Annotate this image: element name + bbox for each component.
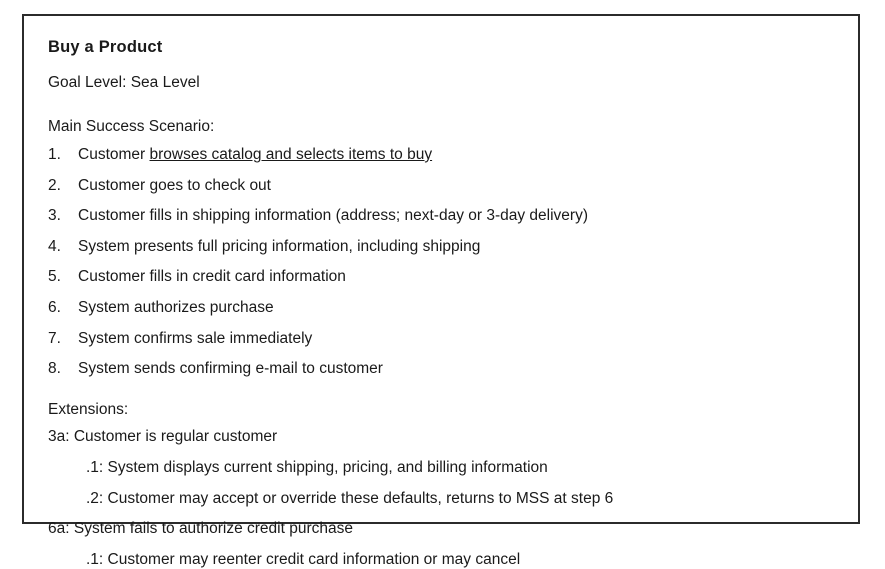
step-text: System sends confirming e-mail to customer (78, 360, 383, 378)
goal-level-text: Goal Level: Sea Level (48, 73, 200, 91)
main-success-scenario-heading: Main Success Scenario: (48, 118, 215, 136)
extension-sub-item: .1: System displays current shipping, pricing, and billing information (86, 458, 548, 476)
list-item (48, 330, 832, 349)
step-text: Customer fills in shipping information (address; next-day or 3-day delivery) (78, 207, 588, 225)
list-item (48, 268, 832, 287)
step-text: System presents full pricing information, including shipping (78, 237, 481, 255)
extensions-heading: Extensions: (48, 400, 129, 418)
list-item (48, 238, 832, 257)
use-case-box (22, 14, 860, 568)
step-number: 1. (48, 145, 61, 163)
step-number: 3. (48, 207, 61, 225)
step-text-underlined: browses catalog and selects items to buy (149, 145, 433, 163)
list-item (48, 299, 832, 318)
page-title: Buy a Product (48, 38, 163, 56)
main-success-scenario-list (48, 146, 832, 379)
step-number: 5. (48, 268, 61, 286)
step-number: 4. (48, 237, 61, 255)
step-text: Customer fills in credit card information (78, 268, 346, 286)
list-item (48, 360, 832, 379)
step-number: 8. (48, 360, 61, 378)
step-number: 7. (48, 329, 61, 347)
step-text (78, 146, 832, 165)
extension-sub-item: .2: Customer may accept or override these defaults, returns to MSS at step 6 (86, 489, 614, 507)
extension-sub-item: .1: Customer may reenter credit card information or may cancel (86, 550, 521, 568)
extensions-block (48, 401, 832, 569)
step-text: System confirms sale immediately (78, 329, 313, 347)
step-text: System authorizes purchase (78, 298, 274, 316)
extension-item: 6a: System fails to authorize credit purchase (48, 520, 353, 538)
step-number: 2. (48, 176, 61, 194)
list-item (48, 177, 832, 196)
step-text: Customer goes to check out (78, 176, 271, 194)
extension-item: 3a: Customer is regular customer (48, 428, 278, 446)
step-text-plain: Customer (78, 145, 150, 163)
step-number: 6. (48, 298, 61, 316)
list-item (48, 146, 832, 165)
list-item (48, 207, 832, 226)
